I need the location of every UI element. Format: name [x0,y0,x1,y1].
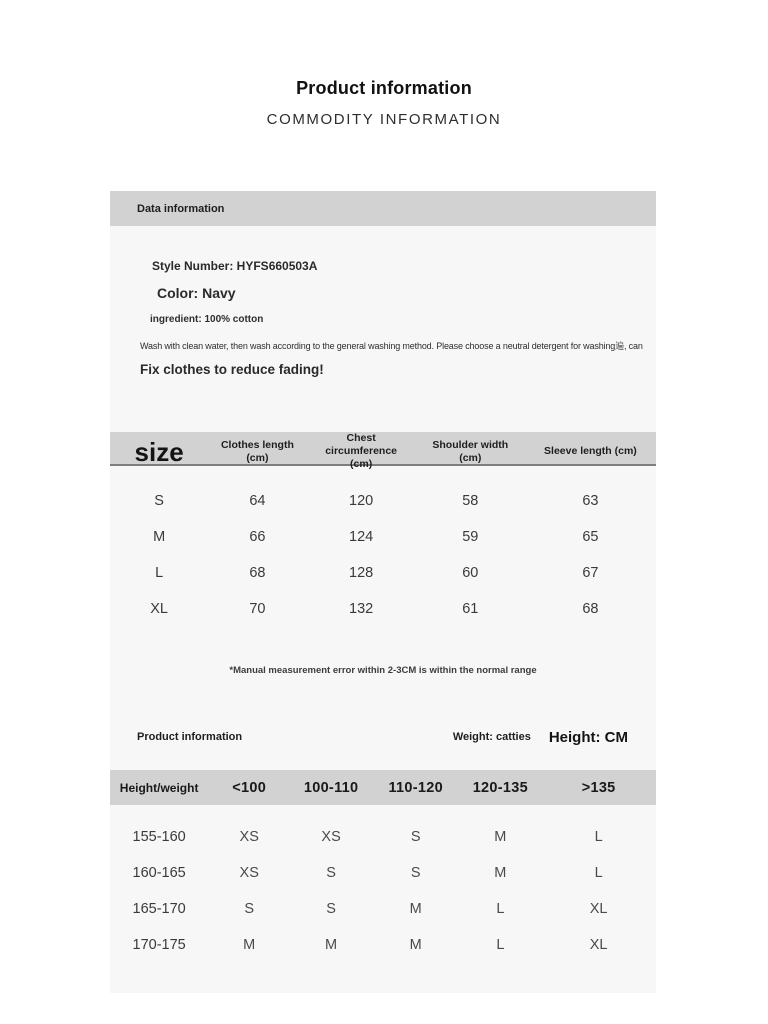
fit-table-row [110,819,656,855]
size-table-row-xl [110,591,656,627]
recommended-size: M [409,937,422,953]
weight-unit-label: Weight: catties [452,731,531,743]
size-table-body [110,483,656,627]
recommended-size: M [494,865,507,881]
recommended-size: M [243,937,256,953]
weight-range-col: <100 [232,779,267,796]
clothes-length-value: 66 [249,529,266,545]
recommended-size: XL [589,937,608,953]
size-table-row-m [110,519,656,555]
size-col-sleeve-length: Sleeve length (cm) [544,445,637,458]
clothes-length-value: 64 [249,493,266,509]
chest-circumference-value: 124 [349,529,374,545]
recommended-size: XL [589,901,608,917]
fit-table-row [110,855,656,891]
fit-section-label: Product information [137,731,243,743]
size-col-shoulder-width: Shoulder width (cm) [432,438,509,464]
weight-range-col: 110-120 [388,779,443,796]
size-label: L [155,565,164,581]
size-table-title: size [134,436,184,467]
measurement-note: *Manual measurement error within 2-3CM is within the normal range [229,665,537,676]
clothes-length-value: 68 [249,565,266,581]
recommended-size: M [494,829,507,845]
size-table-row-l [110,555,656,591]
ingredient-text: ingredient: 100% cotton [150,314,264,325]
clothes-length-value: 70 [249,601,266,617]
wash-instructions-line1: Wash with clean water, then wash according to the general washing method. Please choose a neutral detergent for washing遍, can [140,341,643,351]
color-text: Color: Navy [157,285,236,301]
recommended-size: L [594,865,603,881]
recommended-size: XS [239,829,259,845]
height-range-label: 170-175 [132,937,186,953]
page-subtitle: COMMODITY INFORMATION [266,111,502,128]
chest-circumference-value: 132 [349,601,374,617]
recommended-size: S [326,901,336,917]
recommended-size: XS [239,865,259,881]
size-col-clothes-length: Clothes length (cm) [220,438,294,464]
info-panel [110,191,656,993]
fit-table-row [110,891,656,927]
sleeve-length-value: 68 [582,601,599,617]
fit-table-header-row [110,770,656,805]
sleeve-length-value: 65 [582,529,599,545]
size-label: M [153,529,166,545]
style-number-text: Style Number: HYFS660503A [152,259,318,273]
data-information-header-bar [110,191,656,226]
sleeve-length-value: 67 [582,565,599,581]
wash-instructions-line2: Fix clothes to reduce fading! [140,362,324,377]
chest-circumference-value: 128 [349,565,374,581]
fit-table-corner-label: Height/weight [119,780,199,795]
recommended-size: S [244,901,255,917]
shoulder-width-value: 61 [462,601,479,617]
data-information-label: Data information [137,202,225,215]
recommended-size: S [326,865,336,881]
size-col-chest-circumference: Chest circumference (cm) [325,432,398,471]
chest-circumference-value: 120 [349,493,374,509]
height-range-label: 165-170 [132,901,186,917]
shoulder-width-value: 60 [462,565,479,581]
fit-section-header [110,726,656,748]
recommended-size: L [496,937,505,953]
fit-table-body [110,819,656,963]
recommended-size: XS [321,829,341,845]
recommended-size: M [325,937,338,953]
recommended-size: M [409,901,422,917]
height-range-label: 155-160 [132,829,186,845]
size-table-row-s [110,483,656,519]
sleeve-length-value: 63 [582,493,599,509]
page-header [0,78,768,128]
shoulder-width-value: 58 [462,493,479,509]
size-label: XL [150,601,168,617]
recommended-size: L [594,829,603,845]
size-table-header-row [110,432,656,471]
recommended-size: S [410,829,421,845]
weight-range-col: >135 [581,779,616,796]
page-title: Product information [296,78,472,98]
weight-range-col: 100-110 [303,779,359,796]
shoulder-width-value: 59 [462,529,479,545]
height-unit-label: Height: CM [548,728,628,746]
recommended-size: L [496,901,505,917]
size-label: S [154,493,164,509]
fit-table-row [110,927,656,963]
recommended-size: S [410,865,421,881]
height-range-label: 160-165 [132,865,186,881]
weight-range-col: 120-135 [472,779,529,796]
